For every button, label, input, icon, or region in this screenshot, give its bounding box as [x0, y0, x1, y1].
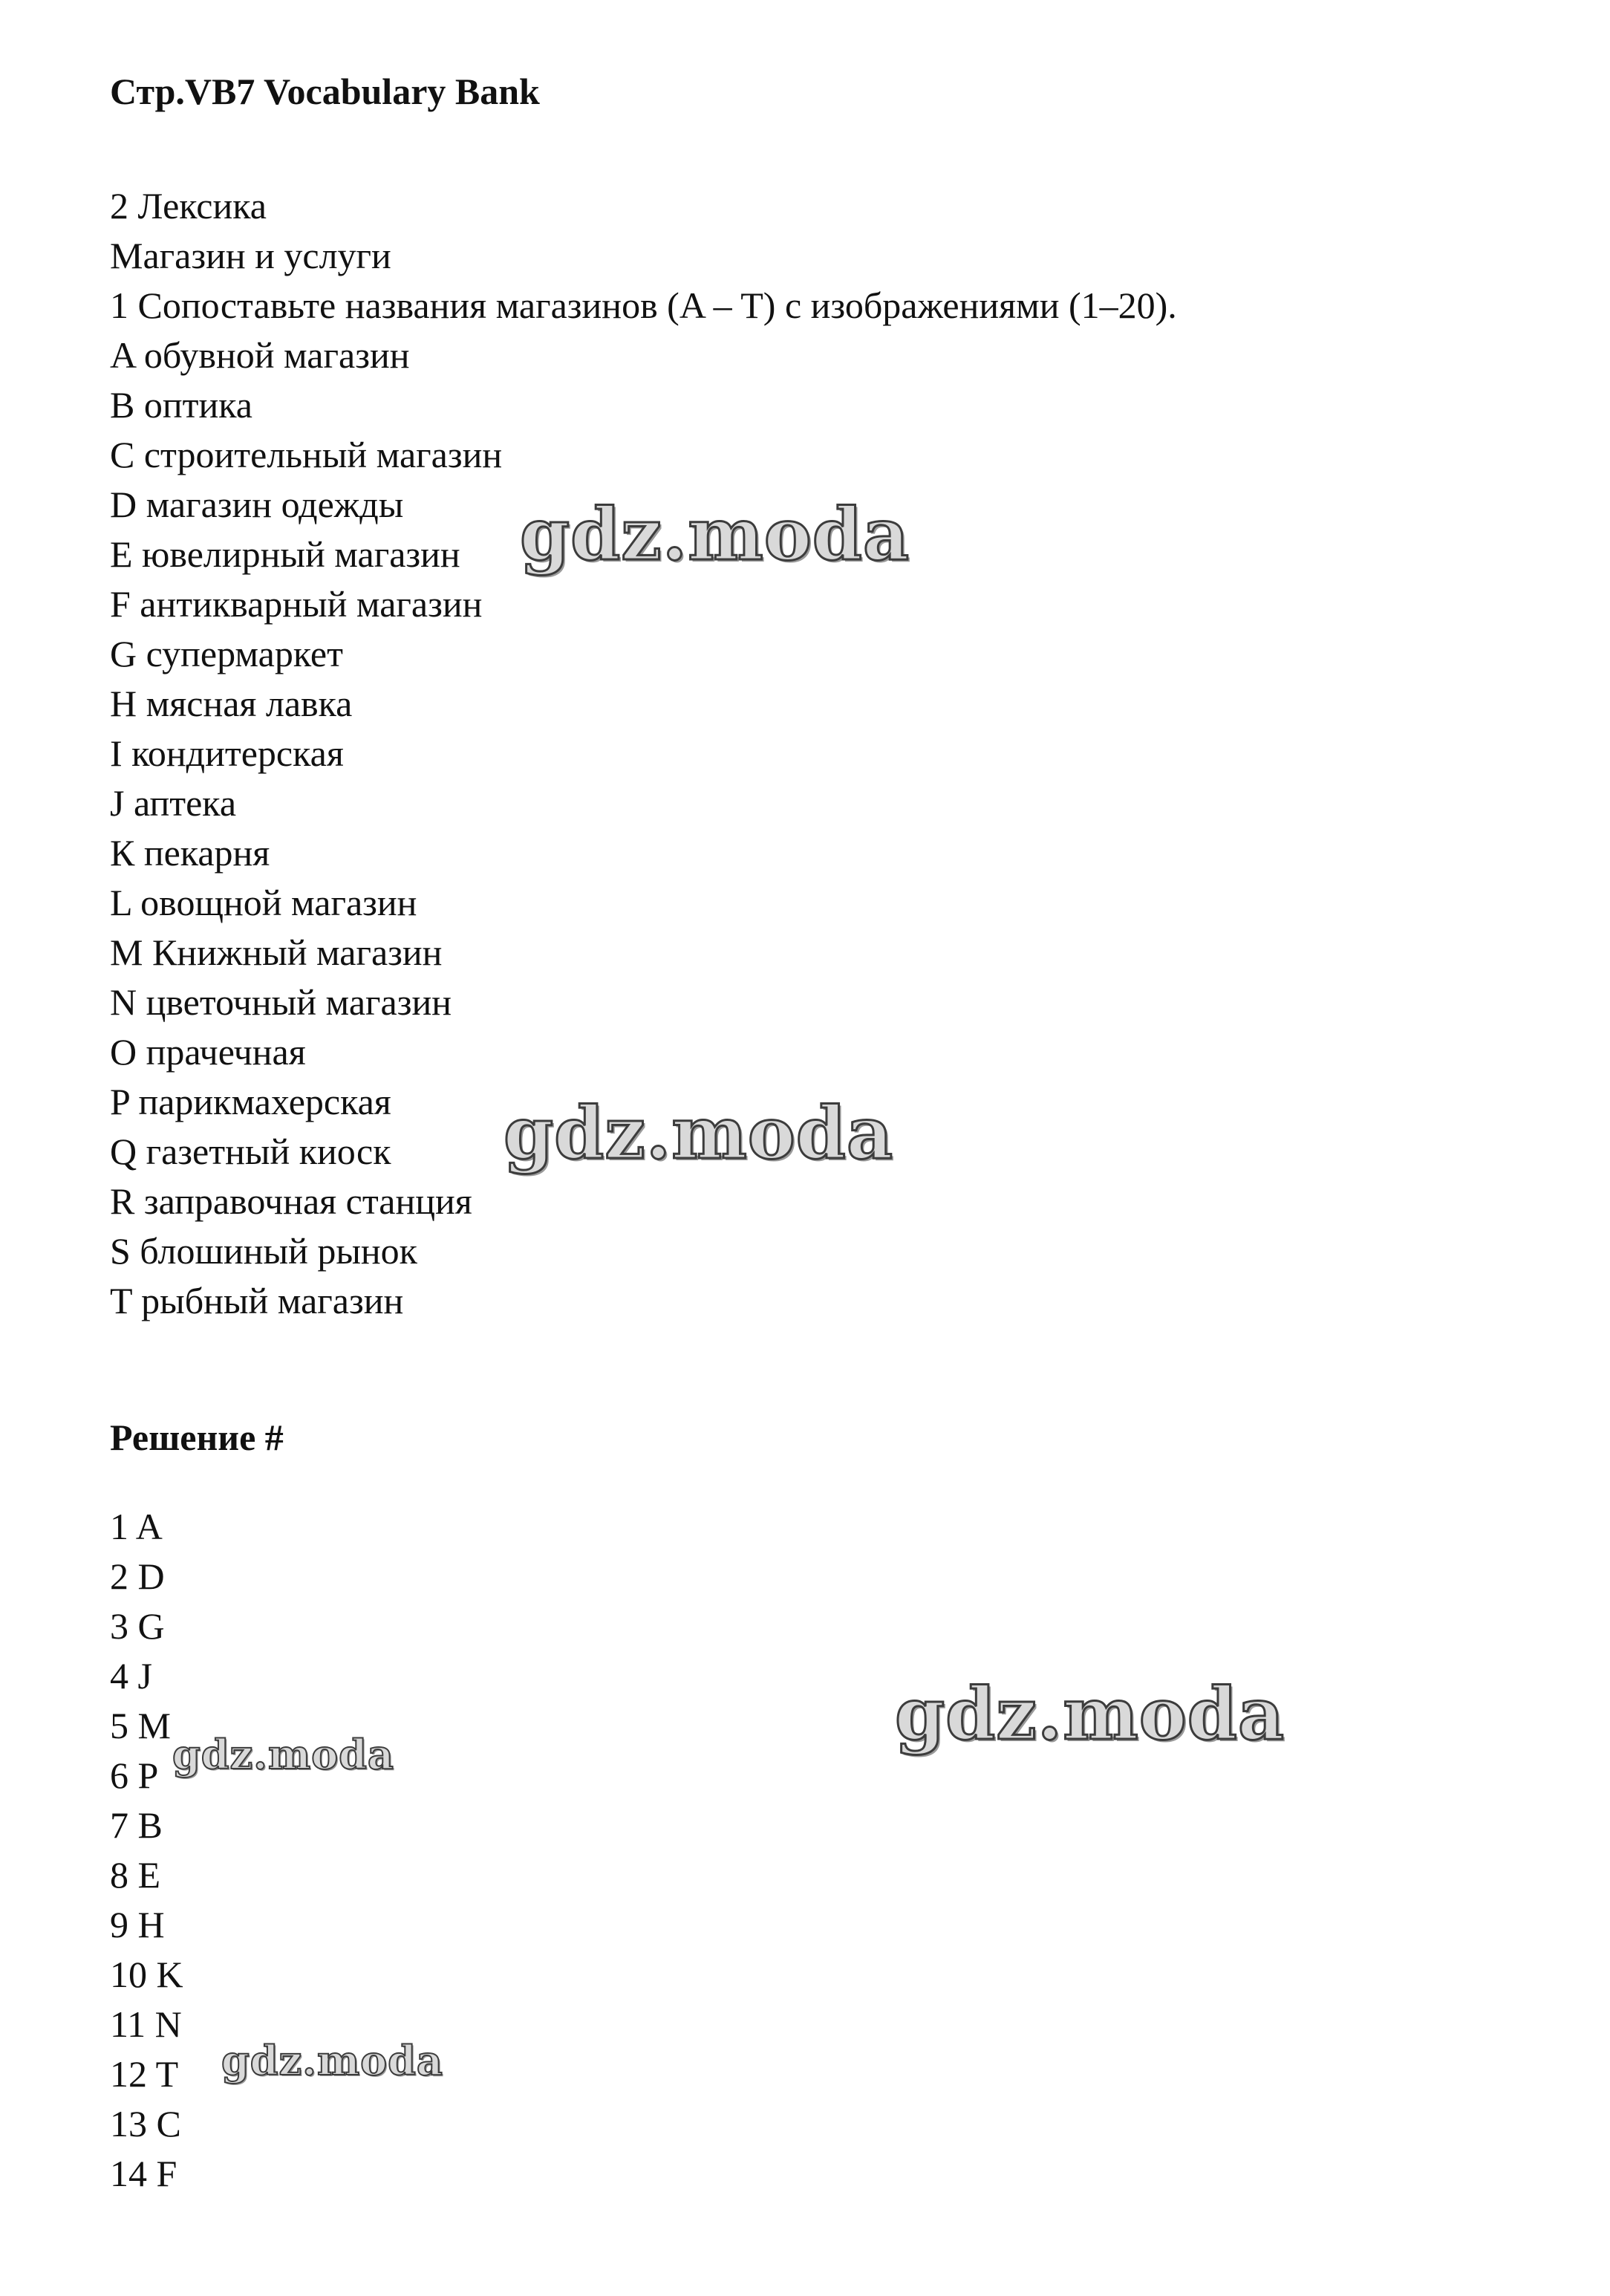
- watermark: gdz.moda: [172, 1731, 394, 1778]
- answer-item: 8 E: [110, 1854, 161, 1896]
- watermark: gdz.moda: [520, 492, 910, 576]
- shop-option: J аптека: [110, 782, 237, 824]
- answer-item: 2 D: [110, 1555, 165, 1597]
- shop-option: E ювелирный магазин: [110, 533, 460, 575]
- shop-option: M Книжный магазин: [110, 931, 443, 973]
- shop-option: S блошиный рынок: [110, 1230, 417, 1272]
- shop-option: D магазин одежды: [110, 484, 404, 525]
- shop-option: T рыбный магазин: [110, 1280, 404, 1321]
- answer-item: 6 P: [110, 1754, 159, 1796]
- answer-item: 5 M: [110, 1705, 171, 1746]
- answer-item: 9 H: [110, 1904, 165, 1945]
- shop-option: К пекарня: [110, 832, 270, 874]
- shop-options-list: [110, 331, 1177, 1326]
- shop-option: F антикварный магазин: [110, 583, 483, 625]
- solution-title: Решение #: [110, 1417, 284, 1458]
- page-title: Стр.VB7 Vocabulary Bank: [110, 71, 540, 112]
- answer-item: 12 T: [110, 2053, 179, 2095]
- section-heading: 2 Лексика: [110, 185, 267, 227]
- topic-heading: Магазин и услуги: [110, 235, 391, 276]
- task-instruction: 1 Сопоставьте названия магазинов (A – T) с изображениями (1–20).: [110, 284, 1177, 326]
- shop-option: N цветочный магазин: [110, 981, 452, 1023]
- shop-option: B оптика: [110, 384, 252, 426]
- answer-item: 7 B: [110, 1804, 163, 1846]
- shop-option: P парикмахерская: [110, 1081, 391, 1122]
- shop-option: L овощной магазин: [110, 882, 417, 923]
- shop-option: A обувной магазин: [110, 334, 410, 376]
- shop-option: G супермаркет: [110, 633, 343, 674]
- answer-item: 3 G: [110, 1605, 165, 1647]
- answer-item: 11 N: [110, 2003, 182, 2045]
- watermark: gdz.moda: [503, 1091, 894, 1175]
- shop-option: R заправочная станция: [110, 1180, 472, 1222]
- shop-option: C строительный магазин: [110, 434, 503, 475]
- shop-option: I кондитерская: [110, 732, 344, 774]
- shop-option: H мясная лавка: [110, 683, 353, 724]
- answer-item: 10 K: [110, 1954, 183, 1995]
- answers-list: [110, 1502, 183, 2199]
- answer-item: 1 A: [110, 1506, 163, 1547]
- answer-item: 14 F: [110, 2153, 177, 2194]
- shop-option: O прачечная: [110, 1031, 306, 1073]
- watermark: gdz.moda: [221, 2037, 443, 2084]
- watermark: gdz.moda: [895, 1672, 1285, 1756]
- answer-item: 4 J: [110, 1655, 152, 1697]
- answer-item: 13 C: [110, 2103, 181, 2144]
- shop-option: Q газетный киоск: [110, 1131, 391, 1172]
